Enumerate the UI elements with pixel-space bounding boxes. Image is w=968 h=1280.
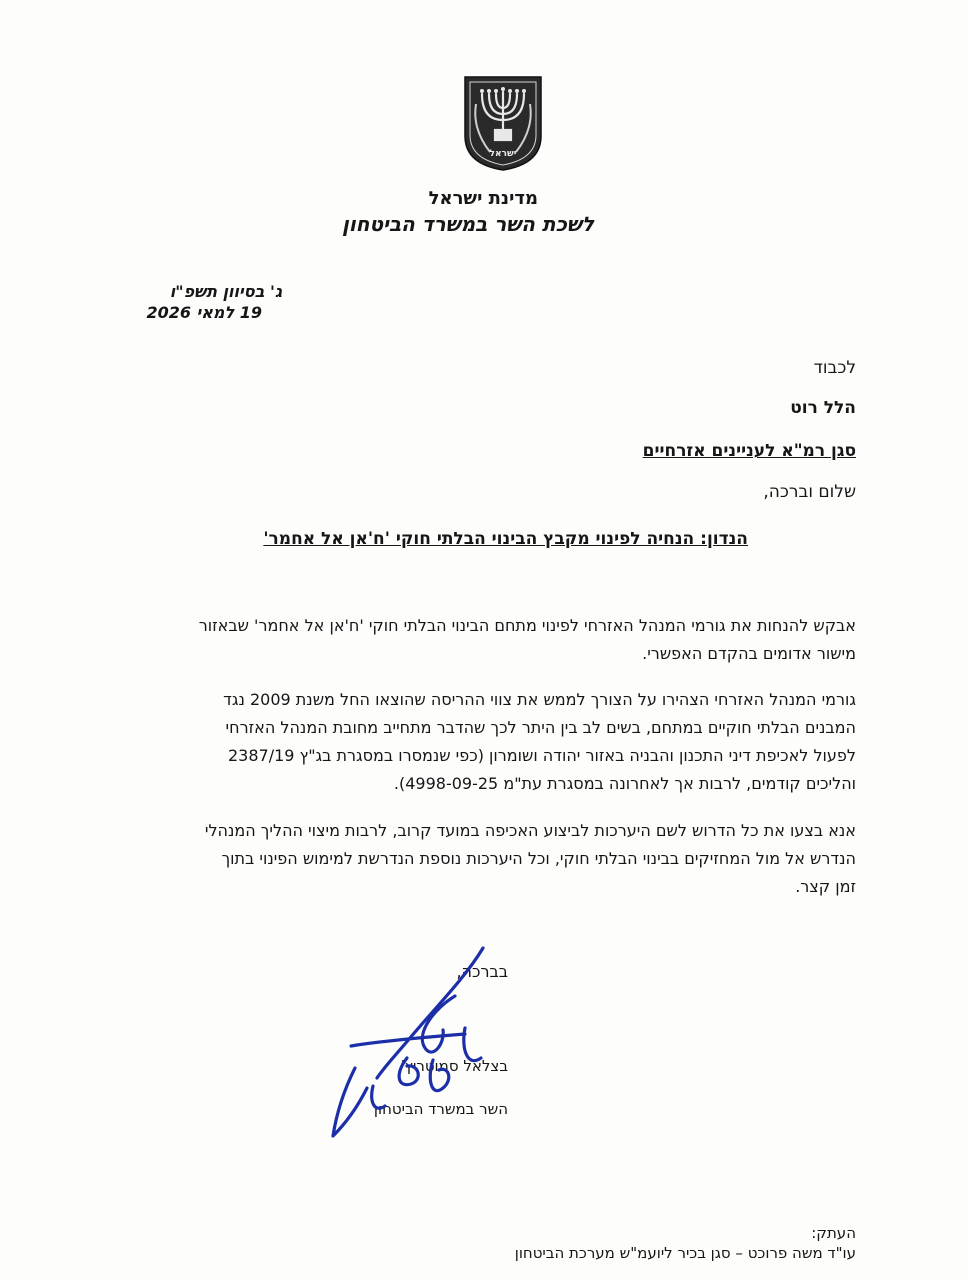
closing: בברכה, bbox=[456, 962, 508, 981]
signer-name: בצלאל סמוטריץ' bbox=[400, 1057, 508, 1075]
paragraph-line: אבקש להנחות את גורמי המנהל האזרחי לפינוי מתחם הבינוי הבלתי חוקי 'ח'אן אל אחמר' שבאזור bbox=[198, 616, 856, 635]
paragraph-line: המבנים הבלתי חוקיים במתחם, בשים לב בין היתר לכך שהדבר מתחייב מחובת המנהל האזרחי bbox=[225, 718, 856, 737]
handwritten-signature bbox=[315, 938, 515, 1148]
greeting: שלום וברכה, bbox=[763, 482, 856, 502]
subject-line: הנדון: הנחיה לפינוי מקבץ הבינוי הבלתי חוקי 'ח'אן אל אחמר' bbox=[263, 529, 748, 549]
paragraph-line: הנדרש אל מול המחזיקים בבינוי הבלתי חוקי, וכל היערכות נוספת הנדרשת למימוש הפינוי בתוך bbox=[221, 849, 856, 868]
paragraph-line: והליכים קודמים, לרבות אך לאחרונה במסגרת עת"מ 4998-09-25). bbox=[393, 774, 856, 793]
hebrew-date: ג' בסיוון תשפ"ו bbox=[169, 282, 282, 301]
header-state-name: מדינת ישראל bbox=[428, 188, 538, 209]
paragraph-line: אנא בצעו את כל הדרוש לשם היערכות לביצוע האכיפה במועד קרוב, לרבות מיצוי ההליך המנהלי bbox=[204, 821, 856, 840]
cc-label: העתק: bbox=[811, 1224, 856, 1242]
recipient-name: הלל רוט bbox=[790, 398, 856, 418]
body-paragraph-3 bbox=[116, 817, 856, 901]
header-office-name: לשכת השר במשרד הביטחון bbox=[341, 212, 594, 236]
paragraph-line: לפעול לאכיפת דיני התכנון והבניה באזור יהודה ושומרון (כפי שנמסרו במסגרת בג"ץ 2387/19 bbox=[228, 746, 856, 765]
emblem-caption: ישראל bbox=[489, 149, 517, 159]
body-paragraph-2 bbox=[116, 686, 856, 798]
paragraph-line: גורמי המנהל האזרחי הצהירו על הצורך לממש את צווי ההריסה שהוצאו החל משנת 2009 נגד bbox=[223, 690, 856, 709]
paragraph-line: זמן קצר. bbox=[795, 877, 856, 896]
body-paragraph-1 bbox=[116, 612, 856, 668]
gregorian-date: 19 למאי 2026 bbox=[146, 303, 262, 322]
signer-title: השר במשרד הביטחון bbox=[373, 1100, 508, 1118]
cc-recipient: עו"ד משה פרוכט – סגן בכיר ליועמ"ש מערכת הביטחון bbox=[514, 1244, 856, 1262]
recipient-label: לכבוד bbox=[813, 358, 856, 378]
paragraph-line: מישור אדומים בהקדם האפשרי. bbox=[642, 644, 856, 663]
recipient-title: סגן רמ"א לעניינים אזרחיים bbox=[642, 441, 856, 461]
state-of-israel-emblem-icon bbox=[462, 74, 544, 172]
